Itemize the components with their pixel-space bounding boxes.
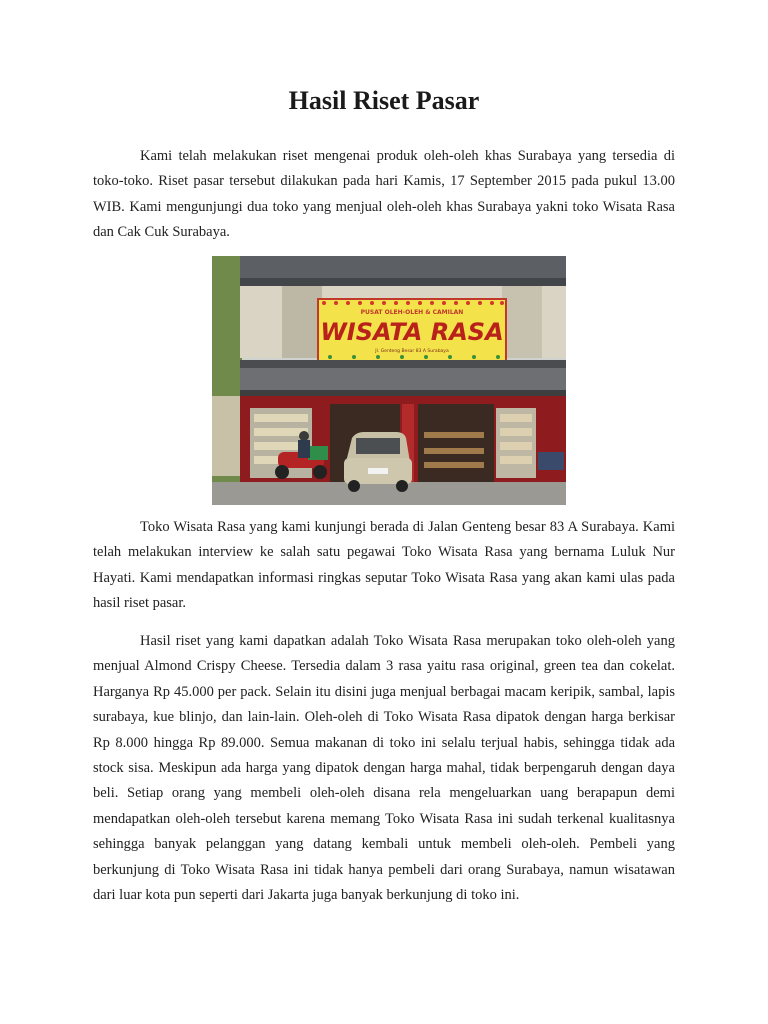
- paragraph-store-visit: Toko Wisata Rasa yang kami kunjungi berada di Jalan Genteng besar 83 A Surabaya. Kami telah melakukan interview ke salah satu pegawai Toko Wisata Rasa yang bernama Luluk Nur Hayati. Kami mendapatkan informasi ringkas seputar Toko Wisata Rasa yang akan kami ulas pada hasil riset pasar.: [93, 519, 675, 612]
- sign-address: Jl. Genteng Besar 83 A Surabaya: [375, 349, 449, 354]
- store-photo: [212, 256, 566, 505]
- paragraph-intro: Kami telah melakukan riset mengenai produk oleh-oleh khas Surabaya yang tersedia di toko-toko. Riset pasar tersebut dilakukan pada hari Kamis, 17 September 2015 pada pukul 13.00 WIB. Kami mengunjungi dua toko yang menjual oleh-oleh khas Surabaya yakni toko Wisata Rasa dan Cak Cuk Surabaya.: [93, 148, 675, 241]
- sign-store-name: WISATA RASA: [320, 318, 504, 346]
- paragraph-research-results: Hasil riset yang kami dapatkan adalah Toko Wisata Rasa merupakan toko oleh-oleh yang menjual Almond Crispy Cheese. Tersedia dalam 3 rasa yaitu rasa original, green tea dan cokelat. Harganya Rp 45.000 per pack. Selain itu disini juga menjual berbagai macam keripik, sambal, lapis surabaya, kue blinjo, dan lain-lain. Oleh-oleh di Toko Wisata Rasa dipatok dengan harga berkisar Rp 8.000 hingga Rp 89.000. Semua makanan di toko ini selalu terjual habis, sehingga tidak ada stock sisa. Meskipun ada harga yang dipatok dengan harga mahal, tidak berpengaruh dengan daya beli. Setiap orang yang membeli oleh-oleh disana rela mengeluarkan uang berapapun demi mendapatkan oleh-oleh tersebut karena memang Toko Wisata Rasa ini sudah terkenal kualitasnya sehingga banyak pelanggan yang datang kembali untuk membeli oleh-oleh. Pembeli yang berkunjung di Toko Wisata Rasa ini tidak hanya pembeli dari orang Surabaya, namun wisatawan dari luar kota pun seperti dari Jakarta juga banyak berkunjung di toko ini.: [93, 633, 675, 904]
- document-title: Hasil Riset Pasar: [288, 86, 480, 115]
- sign-tagline: PUSAT OLEH-OLEH & CAMILAN: [360, 309, 464, 316]
